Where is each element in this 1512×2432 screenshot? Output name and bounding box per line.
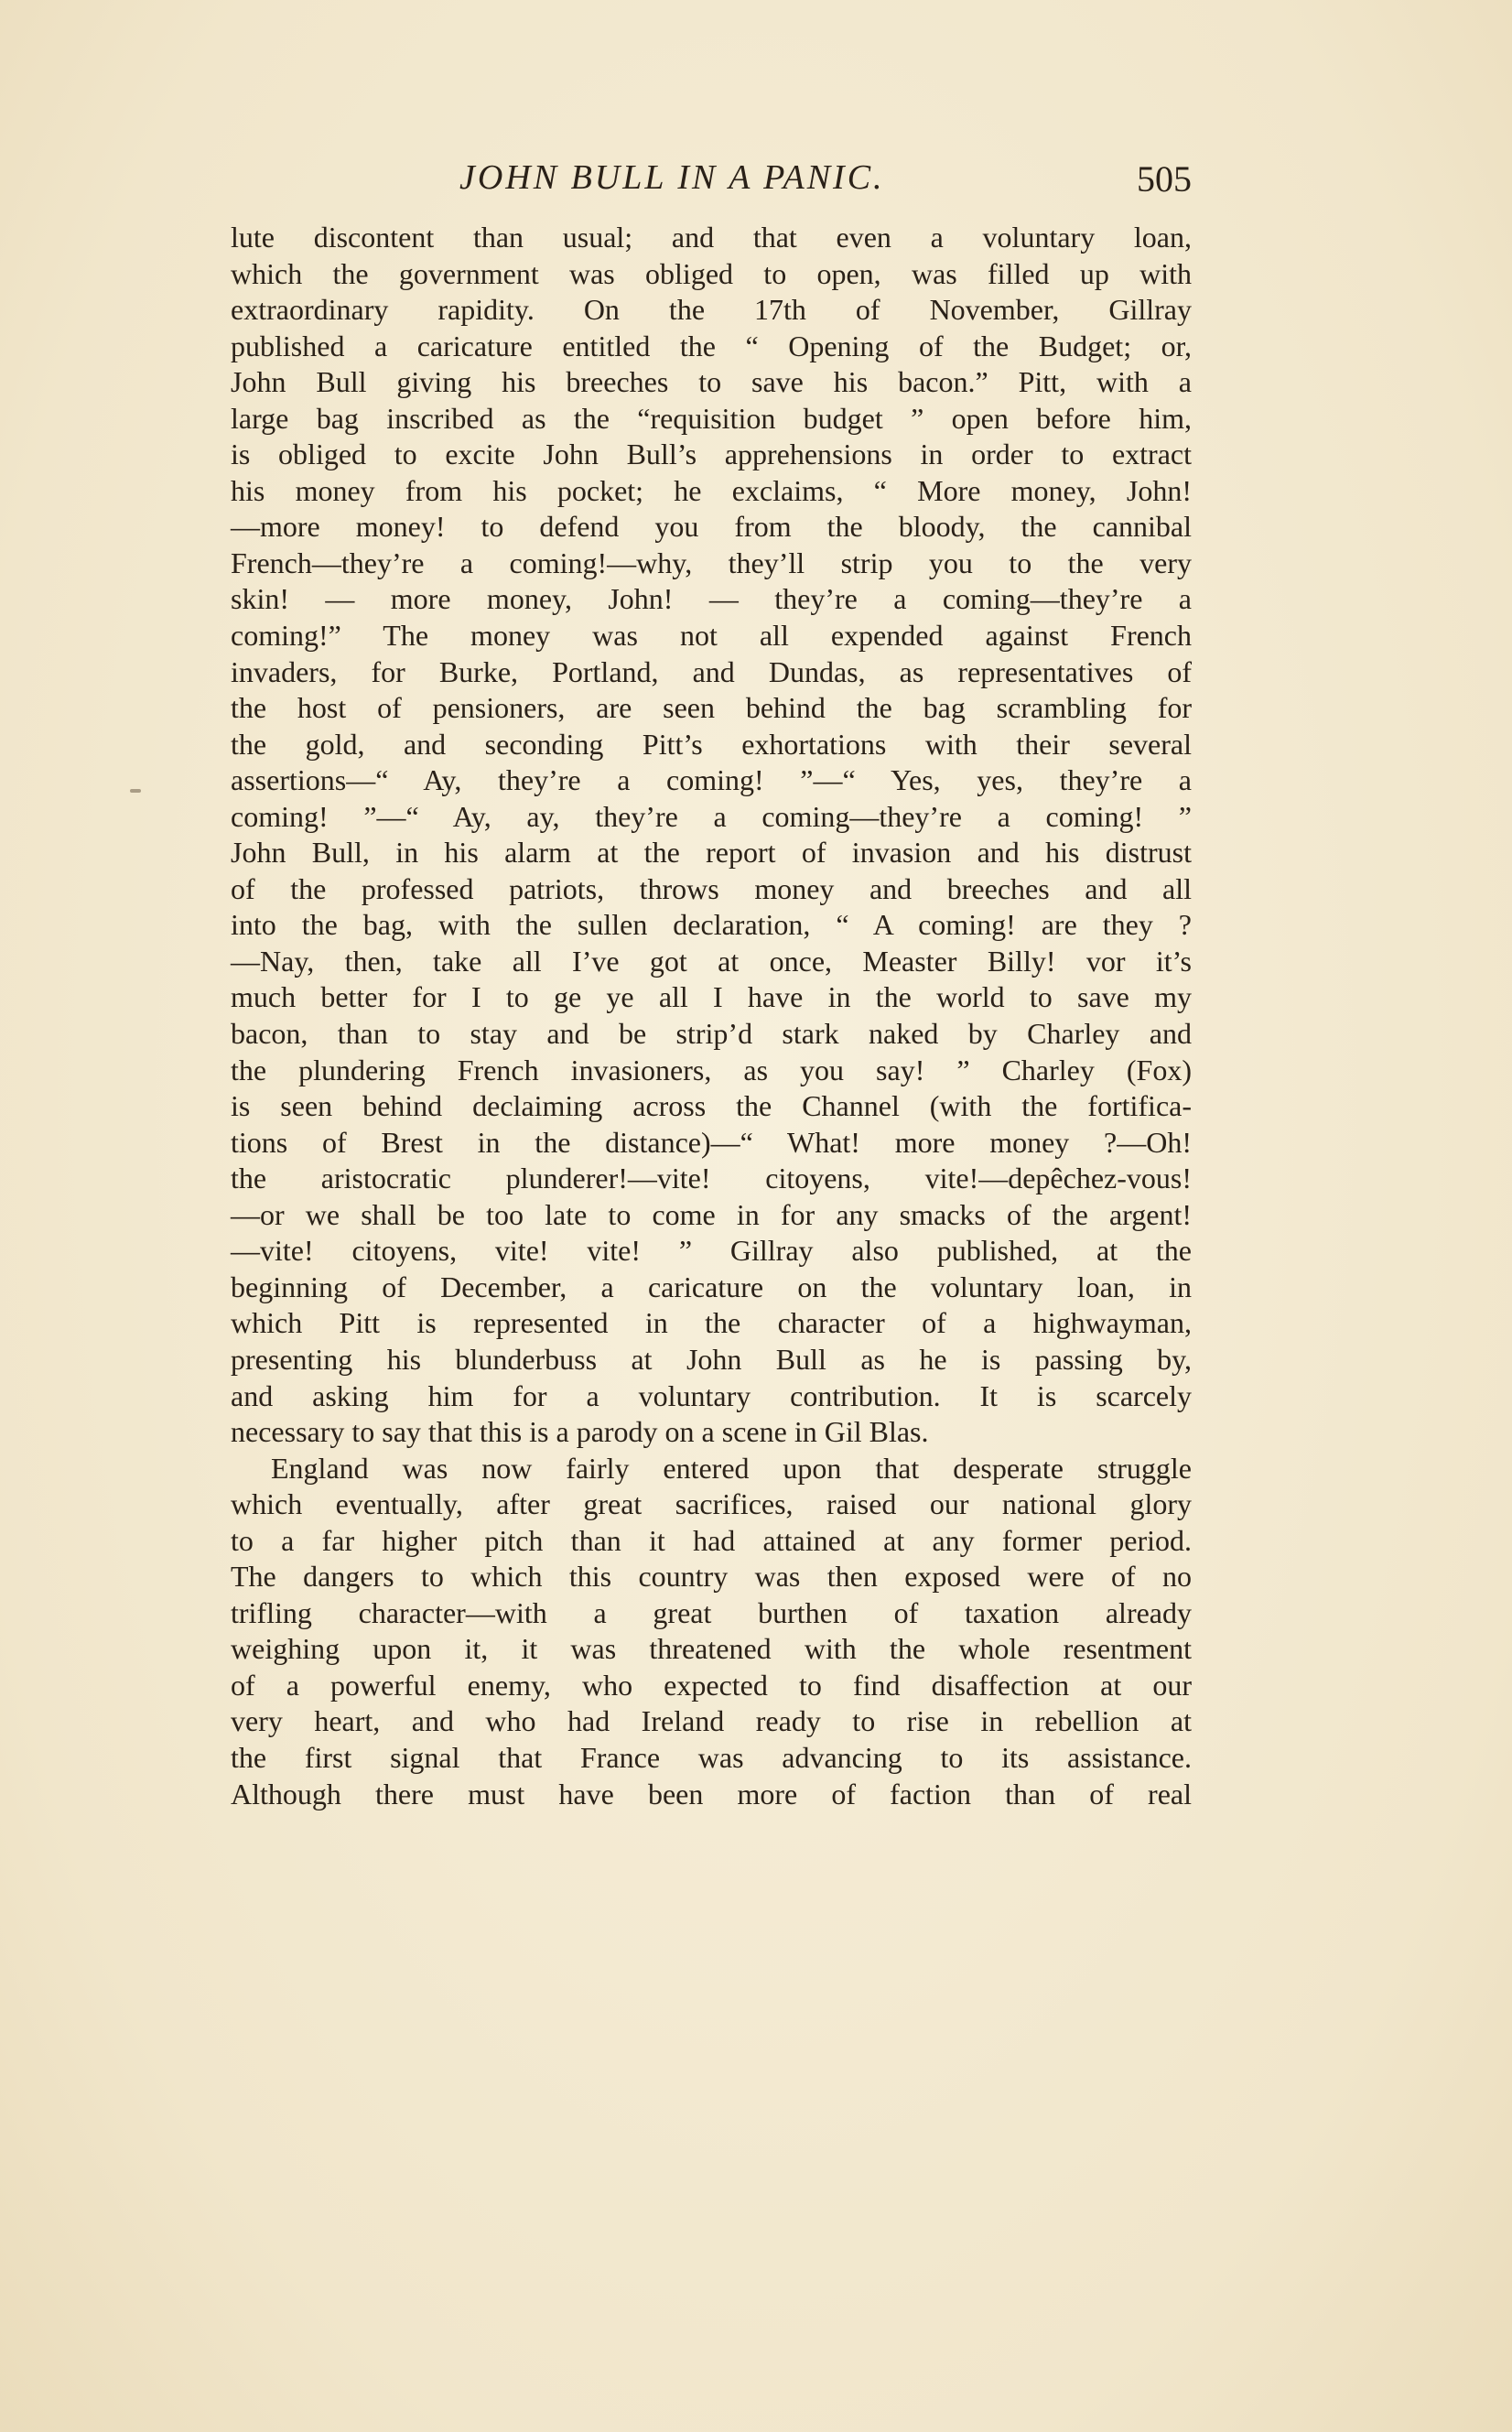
text-line: much better for I to ge ye all I have in the world to save my bbox=[231, 980, 1192, 1014]
page-header bbox=[231, 157, 1192, 207]
text-line: which eventually, after great sacrifices, raised our national glory bbox=[231, 1487, 1192, 1521]
margin-smudge bbox=[130, 789, 141, 793]
page-number: 505 bbox=[1137, 158, 1192, 200]
text-line: large bag inscribed as the “requisition budget ” open before him, bbox=[231, 401, 1192, 435]
text-line: the plundering French invasioners, as you say! ” Charley (Fox) bbox=[231, 1053, 1192, 1086]
text-line: skin! — more money, John! — they’re a coming—they’re a bbox=[231, 582, 1192, 616]
text-line: trifling character—with a great burthen of taxation already bbox=[231, 1595, 1192, 1629]
text-line: —more money! to defend you from the bloody, the cannibal bbox=[231, 510, 1192, 544]
text-line: which the government was obliged to open, was filled up with bbox=[231, 256, 1192, 290]
text-line: Although there must have been more of faction than of real bbox=[231, 1777, 1192, 1810]
text-line: very heart, and who had Ireland ready to rise in rebellion at bbox=[231, 1704, 1192, 1738]
text-line: the first signal that France was advancing to its assistance. bbox=[231, 1740, 1192, 1774]
text-line: coming! ”—“ Ay, ay, they’re a coming—they’re a coming! ” bbox=[231, 799, 1192, 833]
text-line: John Bull, in his alarm at the report of invasion and his distrust bbox=[231, 836, 1192, 870]
text-line: —vite! citoyens, vite! vite! ” Gillray also published, at the bbox=[231, 1234, 1192, 1268]
text-line: is seen behind declaiming across the Channel (with the fortifica- bbox=[231, 1089, 1192, 1123]
body-text bbox=[231, 220, 1192, 1812]
text-line: the aristocratic plunderer!—vite! citoyens, vite!—depêchez-vous! bbox=[231, 1162, 1192, 1195]
text-line: of a powerful enemy, who expected to find disaffection at our bbox=[231, 1668, 1192, 1702]
text-line: into the bag, with the sullen declaration, “ A coming! are they ? bbox=[231, 908, 1192, 942]
text-line: —Nay, then, take all I’ve got at once, Measter Billy! vor it’s bbox=[231, 944, 1192, 978]
text-line: John Bull giving his breeches to save his bacon.” Pitt, with a bbox=[231, 365, 1192, 399]
text-line: his money from his pocket; he exclaims, “ More money, John! bbox=[231, 473, 1192, 507]
text-line: and asking him for a voluntary contribution. It is scarcely bbox=[231, 1378, 1192, 1412]
text-line: published a caricature entitled the “ Opening of the Budget; or, bbox=[231, 329, 1192, 362]
text-line: weighing upon it, it was threatened with the whole resentment bbox=[231, 1632, 1192, 1666]
text-line: invaders, for Burke, Portland, and Dundas, as representatives of bbox=[231, 654, 1192, 688]
text-line: is obliged to excite John Bull’s apprehensions in order to extract bbox=[231, 438, 1192, 471]
text-line: coming!” The money was not all expended against French bbox=[231, 619, 1192, 653]
text-line: tions of Brest in the distance)—“ What! more money ?—Oh! bbox=[231, 1125, 1192, 1159]
text-line: —or we shall be too late to come in for any smacks of the argent! bbox=[231, 1197, 1192, 1231]
text-line: extraordinary rapidity. On the 17th of November, Gillray bbox=[231, 293, 1192, 327]
text-line: The dangers to which this country was then exposed were of no bbox=[231, 1560, 1192, 1594]
text-line: lute discontent than usual; and that even a voluntary loan, bbox=[231, 221, 1192, 254]
text-line: of the professed patriots, throws money and breeches and all bbox=[231, 871, 1192, 905]
text-line: assertions—“ Ay, they’re a coming! ”—“ Yes, yes, they’re a bbox=[231, 763, 1192, 797]
text-line: the gold, and seconding Pitt’s exhortations with their several bbox=[231, 727, 1192, 761]
text-line: England was now fairly entered upon that desperate struggle bbox=[271, 1451, 1192, 1485]
running-title: JOHN BULL IN A PANIC. bbox=[459, 158, 885, 197]
text-line: presenting his blunderbuss at John Bull as he is passing by, bbox=[231, 1342, 1192, 1376]
text-line: bacon, than to stay and be strip’d stark naked by Charley and bbox=[231, 1017, 1192, 1051]
text-line: the host of pensioners, are seen behind the bag scrambling for bbox=[231, 691, 1192, 725]
text-line: necessary to say that this is a parody on a scene in Gil Blas. bbox=[231, 1415, 929, 1449]
text-line: to a far higher pitch than it had attained at any former period. bbox=[231, 1523, 1192, 1557]
text-line: which Pitt is represented in the character of a highwayman, bbox=[231, 1306, 1192, 1340]
text-line: French—they’re a coming!—why, they’ll strip you to the very bbox=[231, 546, 1192, 579]
text-line: beginning of December, a caricature on the voluntary loan, in bbox=[231, 1270, 1192, 1303]
